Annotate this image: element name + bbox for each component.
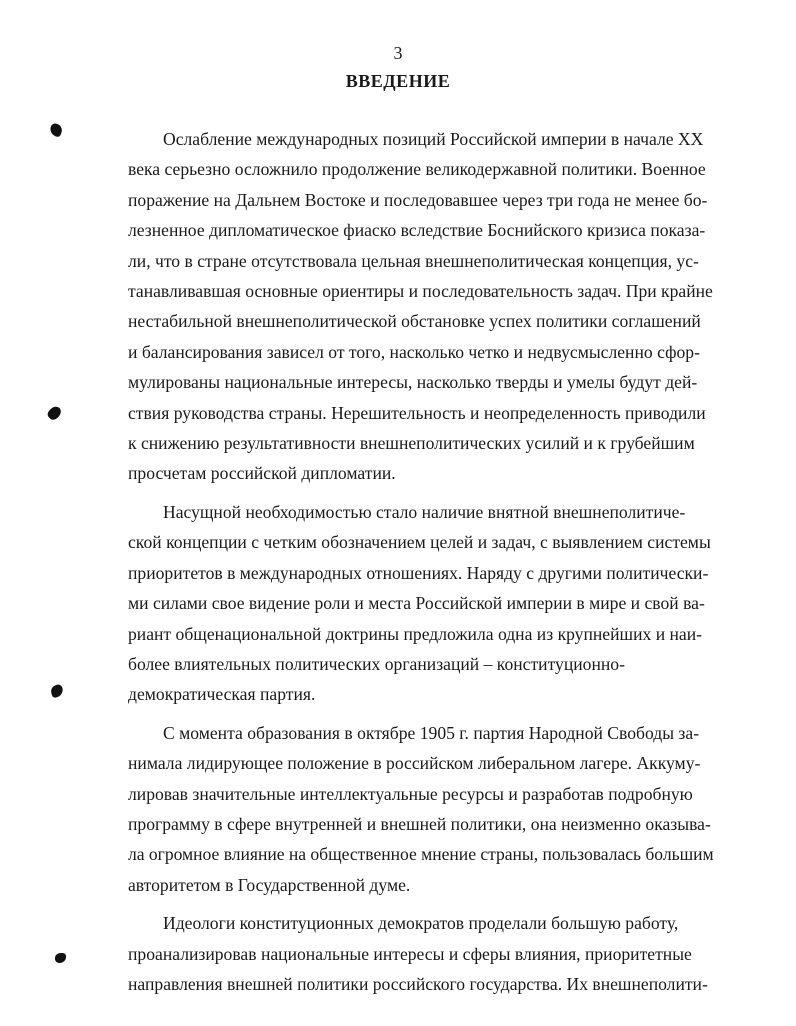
text-line: С момента образования в октябре 1905 г. партия Народной Свободы за- (163, 722, 700, 743)
text-line: ли, что в стране отсутствовала цельная внешнеполитическая концепция, ус- (128, 250, 699, 271)
text-line: программу в сфере внутренней и внешней политики, она неизменно оказыва- (128, 813, 711, 834)
paragraph-1 (128, 124, 714, 489)
text-line: риант общенациональной доктрины предложила одна из крупнейших и наи- (128, 623, 703, 644)
margin-mark-icon (48, 122, 63, 137)
text-line: к снижению результативности внешнеполитических усилий и к грубейшим (128, 433, 695, 454)
document-body (128, 124, 714, 999)
text-line: Насущной необходимостью стало наличие внятной внешнеполитиче- (163, 501, 686, 522)
text-line: проанализировав национальные интересы и сферы влияния, приоритетные (128, 943, 692, 964)
text-line: авторитетом в Государственной думе. (128, 874, 411, 895)
text-line: ской концепции с четким обозначением целей и задач, с выявлением системы (128, 532, 711, 553)
text-line: и балансирования зависел от того, насколько четко и недвусмысленно сфор- (128, 341, 700, 362)
text-line: танавливавшая основные ориентиры и последовательность задач. При крайне (128, 281, 713, 302)
text-line: лезненное дипломатическое фиаско вследствие Боснийского кризиса показа- (128, 220, 706, 241)
text-line: ла огромное влияние на общественное мнение страны, пользовалась большим (128, 844, 714, 865)
text-line: ствия руководства страны. Нерешительность и неопределенность приводили (128, 402, 706, 423)
text-line: приоритетов в международных отношениях. Наряду с другими политически- (128, 562, 709, 583)
text-line: мулированы национальные интересы, насколько тверды и умелы будут дей- (128, 372, 698, 393)
text-line: Идеологи конституционных демократов проделали большую работу, (163, 913, 679, 934)
margin-mark-icon (55, 953, 66, 963)
text-line: просчетам российской дипломатии. (128, 463, 396, 484)
text-line: нестабильной внешнеполитической обстановке успех политики соглашений (128, 311, 701, 332)
text-line: нимала лидирующее положение в российском либеральном лагере. Аккуму- (128, 753, 701, 774)
text-line: более влиятельных политических организаций – конституционно- (128, 653, 625, 674)
text-line: ми силами свое видение роли и места Российской империи в мире и свой ва- (128, 593, 705, 614)
text-line: лировав значительные интеллектуальные ресурсы и разработав подробную (128, 783, 693, 804)
margin-mark-icon (50, 684, 65, 699)
text-line: демократическая партия. (128, 684, 316, 705)
page-number: 3 (393, 43, 403, 63)
text-line: Ослабление международных позиций Российской империи в начале XX (163, 129, 704, 149)
text-line: поражение на Дальнем Востоке и последовавшее через три года не менее бо- (128, 189, 708, 210)
page-title: ВВЕДЕНИЕ (345, 71, 451, 91)
text-line: направления внешней политики российского государства. Их внешнеполити- (128, 973, 708, 994)
paragraph-2 (128, 497, 714, 710)
paragraph-4 (128, 908, 714, 999)
text-line: века серьезно осложнило продолжение великодержавной политики. Военное (128, 159, 706, 180)
paragraph-3 (128, 718, 714, 900)
margin-mark-icon (46, 404, 64, 422)
